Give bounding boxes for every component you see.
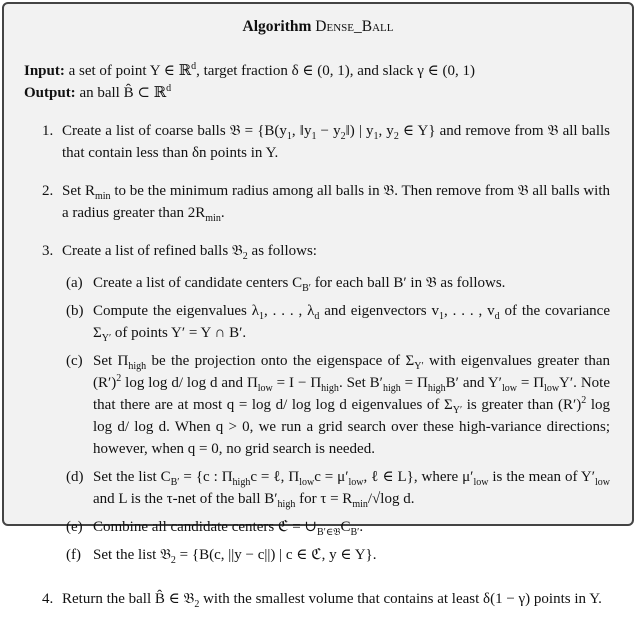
output-line [24, 82, 612, 104]
step-text: Set $R_{min}$ to be the minimum radius among all balls in 𝔅. Then remove from 𝔅 all balls with a radius greater than $2R_{min}$. [62, 183, 610, 224]
step-body [62, 120, 610, 164]
step-body [62, 588, 610, 610]
step-number: 2. [42, 183, 54, 199]
step-3 [42, 240, 610, 572]
substep [66, 300, 610, 344]
step-body [62, 180, 610, 224]
substep-label: (e) [66, 519, 83, 535]
steps-list [42, 120, 610, 626]
step-number: 3. [42, 243, 54, 259]
step-1 [42, 120, 610, 164]
substep-text: Set the list $C_{B'} = \{c$ : $\Pi_{high}c$ = ℓ, $\Pi_{low}c = \mu'_{low}$, ℓ ∈ L}, where $\mu'_{low}$ is the mean of $Y'_{low}$ and L is the τ-net of the ball $B'_{high}$ for $\tau = R_{min}/√\log$ d. [93, 469, 610, 510]
output-text: an ball B̂ ⊂ ℝ$^d$ [79, 83, 172, 101]
substep-label: (a) [66, 275, 83, 291]
step-body [62, 240, 610, 572]
substep-text: Create a list of candidate centers $C_{B'}$ for each ball B′ in 𝔅 as follows. [93, 275, 506, 294]
algorithm-label: Algorithm [242, 18, 312, 35]
algorithm-title [4, 18, 632, 36]
substep [66, 544, 610, 566]
step-number: 4. [42, 591, 54, 607]
substep [66, 272, 610, 294]
input-label: Input: [24, 63, 65, 79]
input-line [24, 60, 612, 82]
step-2 [42, 180, 610, 224]
substep-text: Combine all candidate centers ℭ = $\cup_{B'\in 𝔅}C_{B'}$. [93, 519, 364, 538]
step-text: Return the ball B̂ ∈ 𝔅$_2$ with the smallest volume that contains at least δ(1 − γ) points in Y. [62, 591, 602, 610]
input-text: a set of point Y ∈ ℝ$^d$, target fraction δ ∈ (0, 1), and slack γ ∈ (0, 1) [68, 61, 475, 79]
substep-label: (b) [66, 303, 84, 319]
output-label: Output: [24, 85, 76, 101]
algorithm-box [2, 2, 634, 610]
substep-text: Set the list 𝔅$_2$ = {B(c, ||y − c||) | c ∈ ℭ, y ∈ Y}. [93, 547, 377, 566]
step-text: Create a list of coarse balls 𝔅 = {$B(y_1$, $‖y_1$ − $y_2‖$) | $y_1$, $y_2$ ∈ Y} and remove from 𝔅 all balls that contain less than δn points in Y. [62, 123, 610, 161]
algorithm-name: Dense_Ball [315, 18, 394, 35]
step-4 [42, 588, 610, 610]
io-block [24, 60, 612, 104]
substeps-list [62, 272, 610, 566]
substep [66, 516, 610, 538]
step-text: Create a list of refined balls 𝔅$_2$ as follows: [62, 243, 317, 262]
substep [66, 350, 610, 460]
substep-label: (c) [66, 353, 83, 369]
step-number: 1. [42, 123, 54, 139]
substep-label: (d) [66, 469, 84, 485]
substep-label: (f) [66, 547, 81, 563]
substep-text: Set $\Pi_{high}$ be the projection onto the eigenspace of $\Sigma_{Y'}$ with eigenvalues greater than $(R')^2$ log log d/ log d and $\Pi_{low} = I - \Pi_{high}$. Set $B'_{high} = \Pi_{high}B'$ and $Y'_{low} = \Pi_{low}Y'$. Note that there are at most q = log d/ log log d eigenvalues of $\Sigma_{Y'}$ is greater than $(R')^2$ log log d/ log d. When q > 0, we run a grid search over these high-variance directions; however, when q = 0, no grid search is needed. [93, 353, 611, 457]
substep-text: Compute the eigenvalues $\lambda_1$, . . . , $\lambda_d$ and eigenvectors $v_1$, . . . , $v_d$ of the covariance $\Sigma_{Y'}$ of points Y′ = Y ∩ B′. [93, 303, 610, 344]
substep [66, 466, 610, 510]
